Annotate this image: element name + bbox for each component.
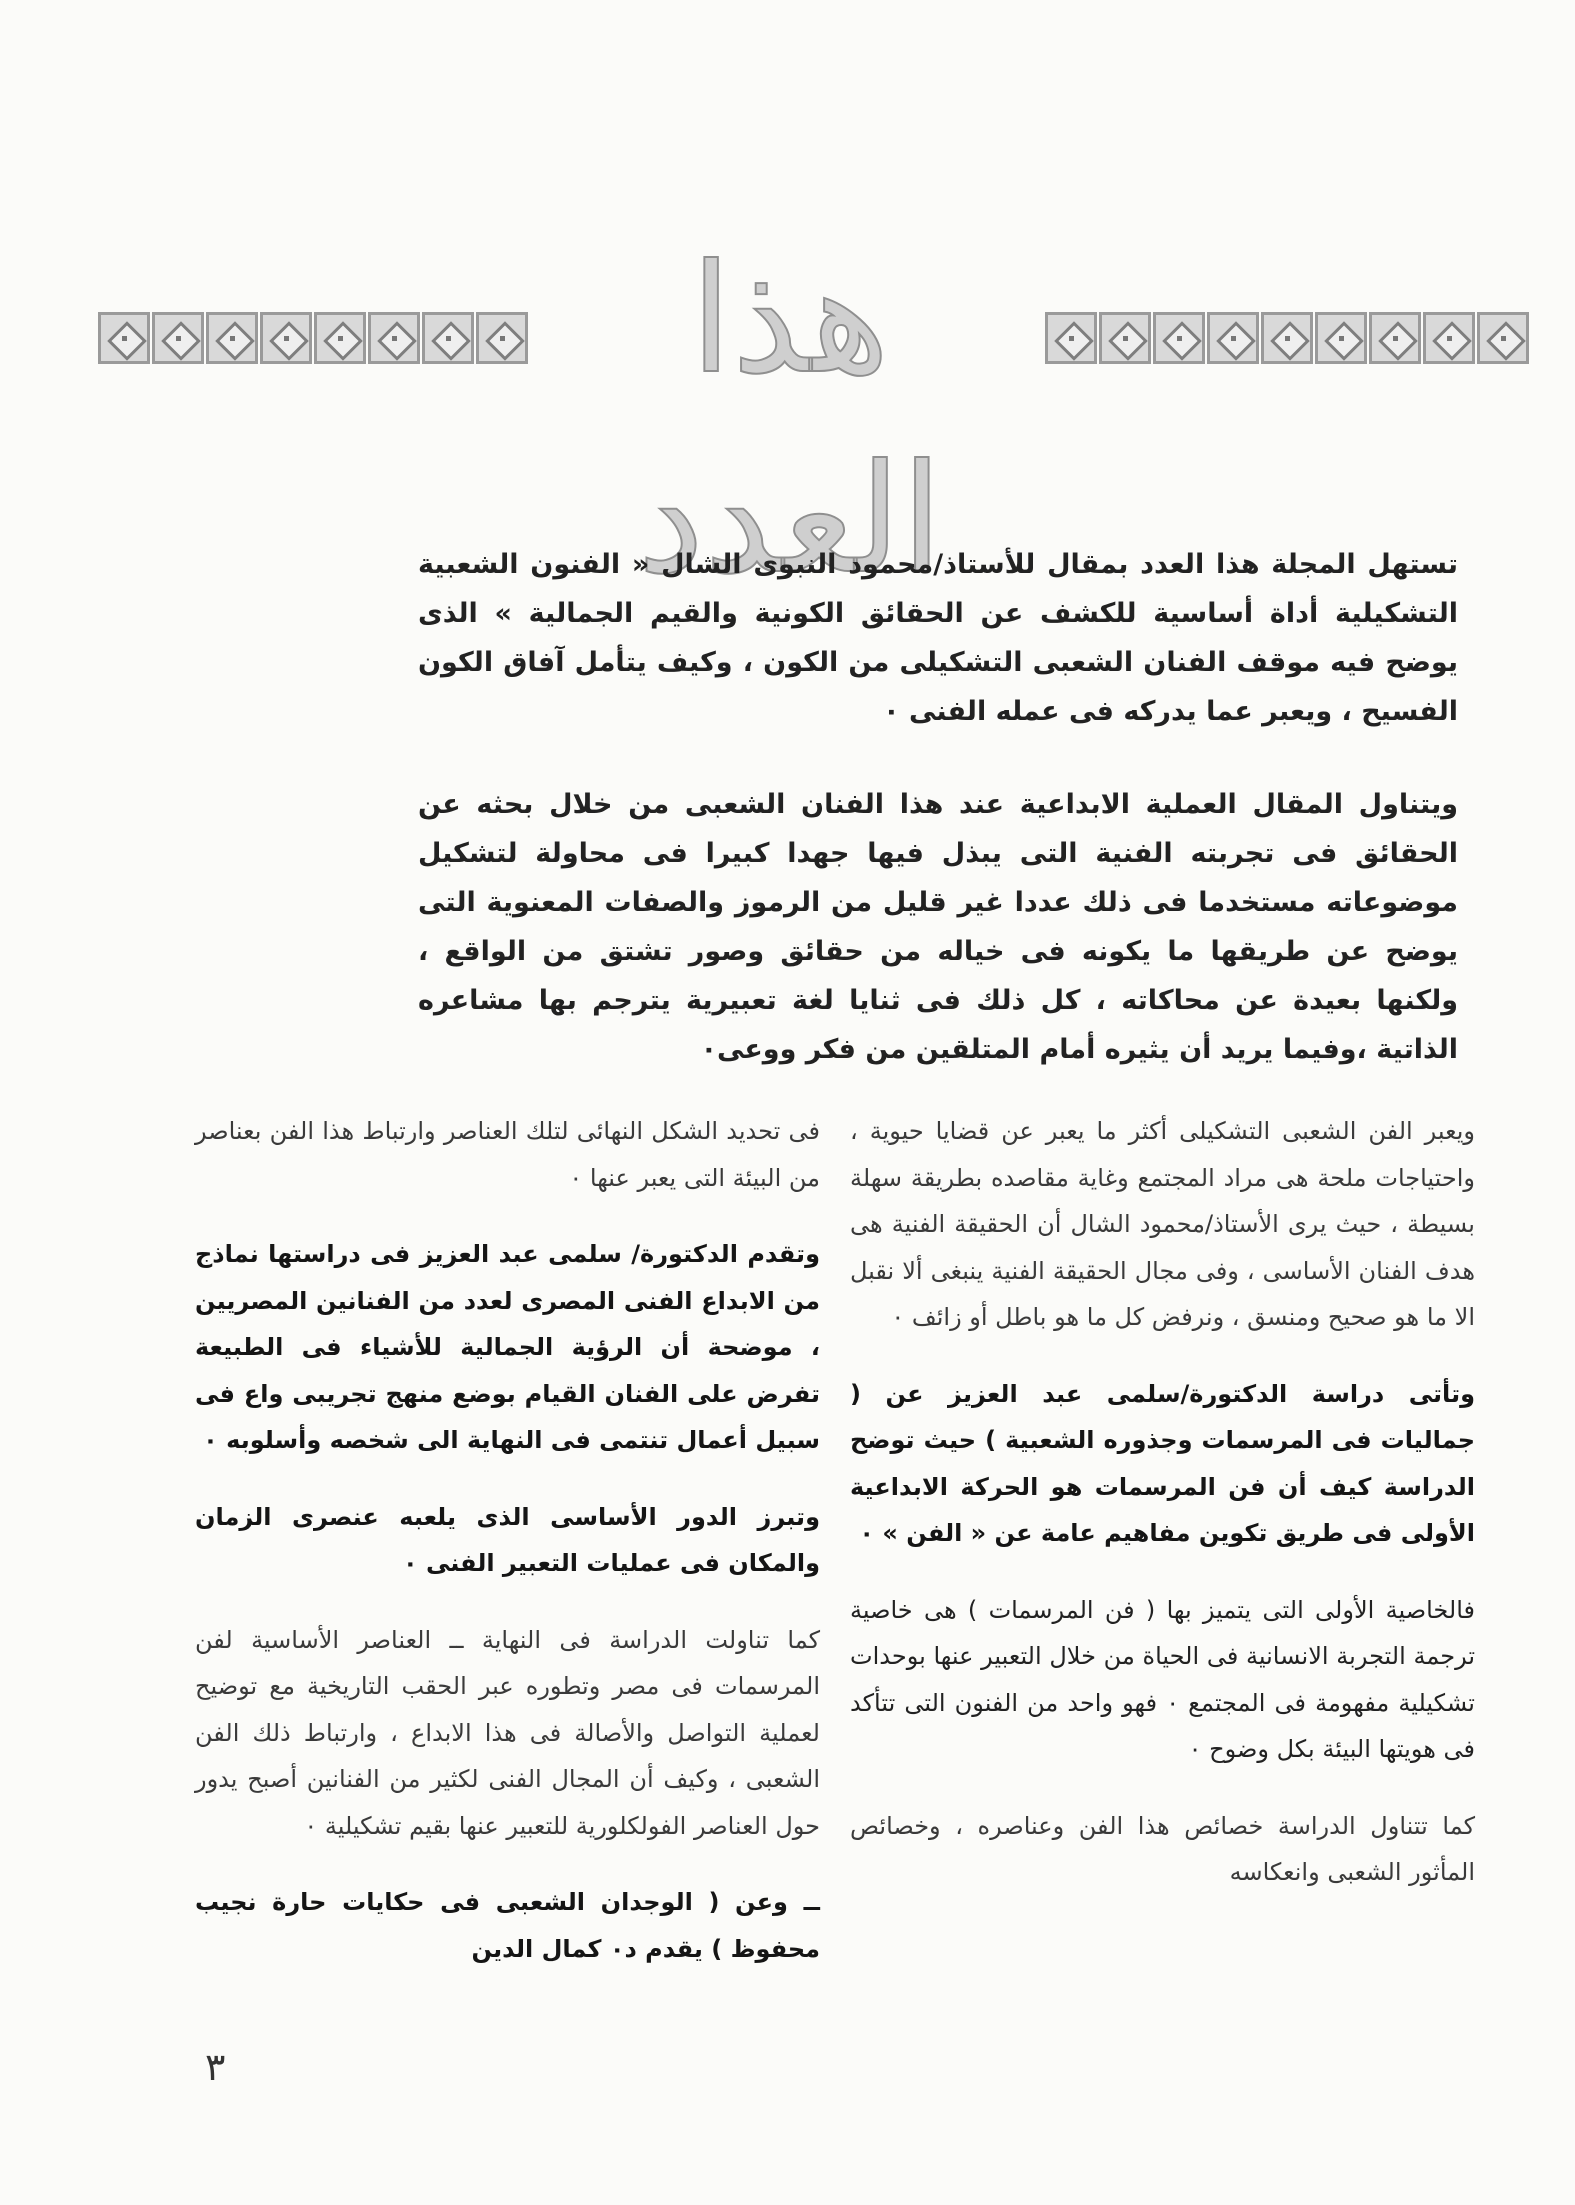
intro-block — [418, 540, 1458, 1118]
section-header — [0, 220, 1575, 607]
intro-paragraph: ويتناول المقال العملية الابداعية عند هذا الفنان الشعبى من خلال بحثه عن الحقائق فى تجربته الفنية التى يبذل فيها جهدا كبيرا فى محاولة لتشكيل موضوعاته مستخدما فى ذلك عددا غير قليل من الرموز والصفات المعنوية التى يوضح عن طريقها ما يكونه فى خياله من حقائق وصور تشتق من الواقع ، ولكنها بعيدة عن محاكاته ، كل ذلك فى ثنايا لغة تعبيرية يترجم بها مشاعره الذاتية ،وفيما يريد أن يثيره أمام المتلقين من فكر ووعى٠ — [418, 789, 1458, 1065]
ornament-tile-icon — [98, 312, 150, 364]
section-title: هذا العدد — [637, 233, 943, 607]
right-column — [850, 1108, 1475, 1926]
ornament-band-right — [1045, 312, 1529, 364]
ornament-tile-icon — [1153, 312, 1205, 364]
column-paragraph: وتأتى دراسة الدكتورة/سلمى عبد العزيز عن ( جماليات فى المرسمات وجذوره الشعبية ) حيث توضح الدراسة كيف أن فن المرسمات هو الحركة الابداعية الأولى فى طريق تكوين مفاهيم عامة عن « الفن » ٠ — [850, 1379, 1475, 1547]
ornament-tile-icon — [1369, 312, 1421, 364]
left-column — [195, 1108, 820, 2002]
column-paragraph: فى تحديد الشكل النهائى لتلك العناصر وارتباط هذا الفن بعناصر من البيئة التى يعبر عنها ٠ — [195, 1117, 820, 1192]
ornament-tile-icon — [1423, 312, 1475, 364]
ornament-tile-icon — [206, 312, 258, 364]
ornament-tile-icon — [1045, 312, 1097, 364]
ornament-band-left — [98, 312, 528, 364]
column-paragraph: ويعبر الفن الشعبى التشكيلى أكثر ما يعبر عن قضايا حيوية ، واحتياجات ملحة هى مراد المجتمع وغاية مقاصده بطريقة سهلة بسيطة ، حيث يرى الأستاذ/محمود الشال أن الحقيقة الفنية هى هدف الفنان الأساسى ، وفى مجال الحقيقة الفنية ينبغى ألا نقبل الا ما هو صحيح ومنسق ، ونرفض كل ما هو باطل أو زائف ٠ — [850, 1117, 1475, 1331]
column-paragraph: وتقدم الدكتورة/ سلمى عبد العزيز فى دراستها نماذج من الابداع الفنى المصرى لعدد من الفنانين المصريين ، موضحة أن الرؤية الجمالية للأشياء فى الطبيعة تفرض على الفنان القيام بوضع منهج تجريبى واع فى سبيل أعمال تنتمى فى النهاية الى شخصه وأسلوبه ٠ — [195, 1240, 820, 1454]
ornament-tile-icon — [1207, 312, 1259, 364]
ornament-tile-icon — [476, 312, 528, 364]
ornament-tile-icon — [314, 312, 366, 364]
ornament-tile-icon — [368, 312, 420, 364]
intro-paragraph: تستهل المجلة هذا العدد بمقال للأستاذ/محمود النبوى الشال « الفنون الشعبية التشكيلية أداة أساسية للكشف عن الحقائق الكونية والقيم الجمالية » الذى يوضح فيه موقف الفنان الشعبى التشكيلى من الكون ، وكيف يتأمل آفاق الكون الفسيح ، ويعبر عما يدركه فى عمله الفنى ٠ — [418, 549, 1458, 727]
column-paragraph: كما تناولت الدراسة فى النهاية ــ العناصر الأساسية لفن المرسمات فى مصر وتطوره عبر الحقب التاريخية مع توضيح لعملية التواصل والأصالة فى هذا الابداع ، وارتباط ذلك الفن الشعبى ، وكيف أن المجال الفنى لكثير من الفنانين أصبح يدور حول العناصر الفولكلورية للتعبير عنها بقيم تشكيلية ٠ — [195, 1625, 820, 1840]
ornament-tile-icon — [1477, 312, 1529, 364]
column-paragraph: وتبرز الدور الأساسى الذى يلعبه عنصرى الزمان والمكان فى عمليات التعبير الفنى ٠ — [195, 1502, 820, 1577]
ornament-tile-icon — [1261, 312, 1313, 364]
ornament-tile-icon — [152, 312, 204, 364]
column-paragraph: ــ وعن ( الوجدان الشعبى فى حكايات حارة نجيب محفوظ ) يقدم د٠ كمال الدين — [195, 1888, 820, 1963]
column-paragraph: فالخاصية الأولى التى يتميز بها ( فن المرسمات ) هى خاصية ترجمة التجربة الانسانية فى الحياة من خلال التعبير عنها بوحدات تشكيلية مفهومة فى المجتمع ٠ فهو واحد من الفنون التى تتأكد فى هويتها البيئة بكل وضوح ٠ — [850, 1595, 1475, 1763]
column-paragraph: كما تتناول الدراسة خصائص هذا الفن وعناصره ، وخصائص المأثور الشعبى وانعكاسه — [850, 1811, 1475, 1886]
ornament-tile-icon — [260, 312, 312, 364]
page-number: ٣ — [205, 2045, 226, 2089]
ornament-tile-icon — [1099, 312, 1151, 364]
ornament-tile-icon — [422, 312, 474, 364]
ornament-tile-icon — [1315, 312, 1367, 364]
